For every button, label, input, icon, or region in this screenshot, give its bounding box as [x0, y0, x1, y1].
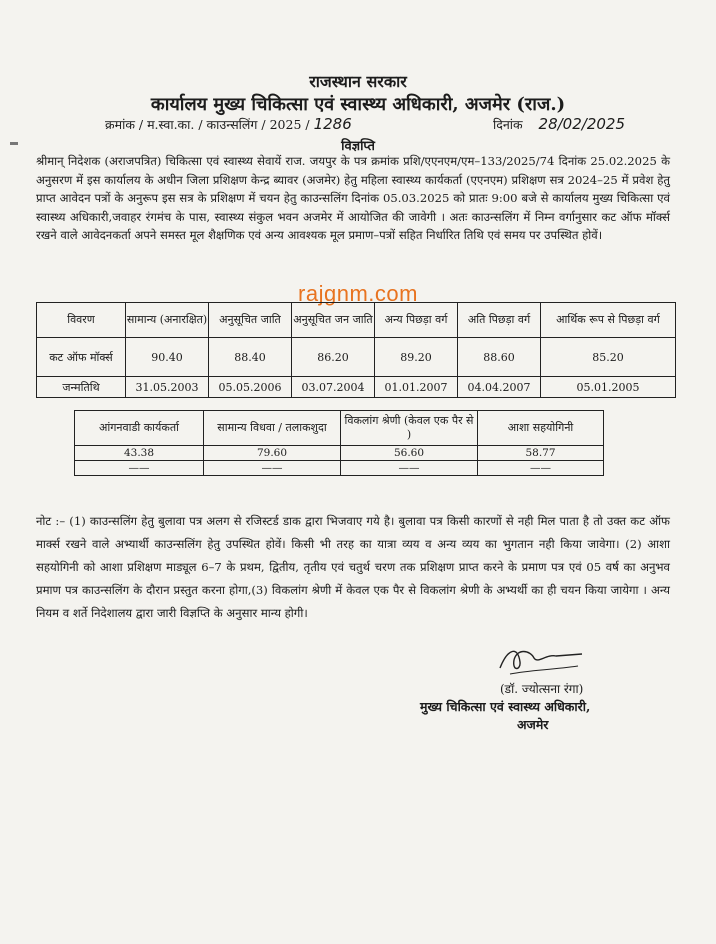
signatory-designation: मुख्य चिकित्सा एवं स्वास्थ्य अधिकारी, [420, 699, 591, 714]
table-header-row [75, 411, 604, 446]
table-cell: —— [341, 461, 478, 476]
table-header-cell: सामान्य (अनारक्षित) [126, 303, 209, 338]
table-cell: —— [75, 461, 204, 476]
signatory-place: अजमेर [517, 717, 549, 732]
table-cell: 79.60 [204, 446, 341, 461]
table-cell: 88.60 [458, 338, 541, 377]
cutoff-table [36, 302, 676, 398]
table-cell: 03.07.2004 [292, 377, 375, 398]
table-cell: 85.20 [541, 338, 676, 377]
table-header-cell: विकलांग श्रेणी (केवल एक पैर से ) [341, 411, 478, 446]
table-header-cell: आर्थिक रूप से पिछड़ा वर्ग [541, 303, 676, 338]
date-value: 28/02/2025 [538, 115, 625, 133]
ref-prefix: क्रमांक / म.स्वा.का. / काउन्सलिंग / 2025 / [105, 117, 310, 132]
table-header-cell: अन्य पिछड़ा वर्ग [375, 303, 458, 338]
table-cell: 86.20 [292, 338, 375, 377]
table-header-cell: अनुसूचित जाति [209, 303, 292, 338]
cutoff-row [37, 338, 676, 377]
watermark: rajgnm.com [298, 281, 418, 306]
table-cell: कट ऑफ मॉर्क्स [37, 338, 126, 377]
table-cell: —— [204, 461, 341, 476]
date-group [493, 115, 625, 133]
dob-row [37, 377, 676, 398]
table-cell: 89.20 [375, 338, 458, 377]
table-cell: 31.05.2003 [126, 377, 209, 398]
table-cell: 05.05.2006 [209, 377, 292, 398]
table-header-cell: विवरण [37, 303, 126, 338]
table-cell: 58.77 [478, 446, 604, 461]
value-row [75, 446, 604, 461]
body-paragraph: श्रीमान् निदेशक (अराजपत्रित) चिकित्सा एवं स्वास्थ्य सेवायें राज. जयपुर के पत्र क्रमांक प्रशि/एएनएम/एम–133/2025/74 दिनांक 25.02.2025 के अनुसरण में इस कार्यालय के अधीन जिला प्रशिक्षण केन्द्र ब्यावर (अजमेर) हेतु महिला स्वास्थ्य कार्यकर्ता (एएनएम) प्रशिक्षण सत्र 2024–25 में प्रवेश हेतु प्राप्त आवेदन पत्रों के अनुरूप इस सत्र के प्रशिक्षण में चयन हेतु काउन्सलिंग दिनांक 05.03.2025 को प्रातः 9:00 बजे से कार्यालय मुख्य चिकित्सा एवं स्वास्थ्य अधिकारी,जवाहर रंगमंच के पास, स्वास्थ्य संकुल भवन अजमेर में आयोजित की जावेगी । अतः काउन्सलिंग में निम्न वर्गानुसार कट ऑफ मॉर्क्स रखने वाले आवेदनकर्ता अपने समस्त मूल शैक्षणिक एवं अन्य आवश्यक मूल प्रमाण–पत्रों सहित निर्धारित तिथि एवं समय पर उपस्थित होवें। [36, 154, 670, 243]
notice-title: विज्ञप्ति [341, 139, 375, 154]
signature [490, 640, 590, 680]
note-paragraph: नोट :– (1) काउन्सलिंग हेतु बुलावा पत्र अलग से रजिस्टर्ड डाक द्वारा भिजवाए गये है। बुलावा पत्र किसी कारणों से नही मिल पाता है तो उक्त कट ऑफ मार्क्स रखने वाले अभ्यार्थी काउन्सलिंग हेतु उपस्थित होवें। किसी भी तरह का यात्रा व्यय व अन्य व्यय का भुगतान नही किया जावेगा। (2) आशा सहयोगिनी को आशा प्रशिक्षण माड्यूल 6–7 के प्रथम, द्वितीय, तृतीय एवं चतुर्थ चरण तक प्रशिक्षण प्राप्त करने के प्रमाण पत्र एवं 05 वर्ष का अनुभव प्रमाण पत्र काउन्सलिंग के दौरान प्रस्तुत करना होगा,(3) विकलांग श्रेणी में केवल एक पैर से विकलांग श्रेणी के अभ्यर्थी का ही चयन किया जायेगा । अन्य नियम व शर्ते निदेशालय द्वारा जारी विज्ञप्ति के अनुसार मान्य होगी। [36, 514, 670, 620]
govt-heading: राजस्थान सरकार [309, 72, 407, 91]
table-header-cell: अति पिछड़ा वर्ग [458, 303, 541, 338]
special-category-table [74, 410, 604, 476]
table-cell: जन्मतिथि [37, 377, 126, 398]
table-cell: 56.60 [341, 446, 478, 461]
office-heading: कार्यालय मुख्य चिकित्सा एवं स्वास्थ्य अधिकारी, अजमेर (राज.) [150, 94, 566, 115]
date-label: दिनांक [492, 117, 523, 132]
table-header-cell: आंगनवाडी कार्यकर्ता [75, 411, 204, 446]
table-cell: —— [478, 461, 604, 476]
table-cell: 88.40 [209, 338, 292, 377]
table-cell: 01.01.2007 [375, 377, 458, 398]
ref-number: 1286 [313, 115, 352, 133]
table-header-cell: अनुसूचित जन जाति [292, 303, 375, 338]
table-header-row [37, 303, 676, 338]
table-cell: 05.01.2005 [541, 377, 676, 398]
dash-row [75, 461, 604, 476]
ref-number-group [105, 115, 352, 133]
table-cell: 04.04.2007 [458, 377, 541, 398]
signatory-name: (डॉ. ज्योत्सना रंगा) [500, 682, 584, 696]
table-cell: 43.38 [75, 446, 204, 461]
table-header-cell: सामान्य विधवा / तलाकशुदा [204, 411, 341, 446]
table-header-cell: आशा सहयोगिनी [478, 411, 604, 446]
table-cell: 90.40 [126, 338, 209, 377]
